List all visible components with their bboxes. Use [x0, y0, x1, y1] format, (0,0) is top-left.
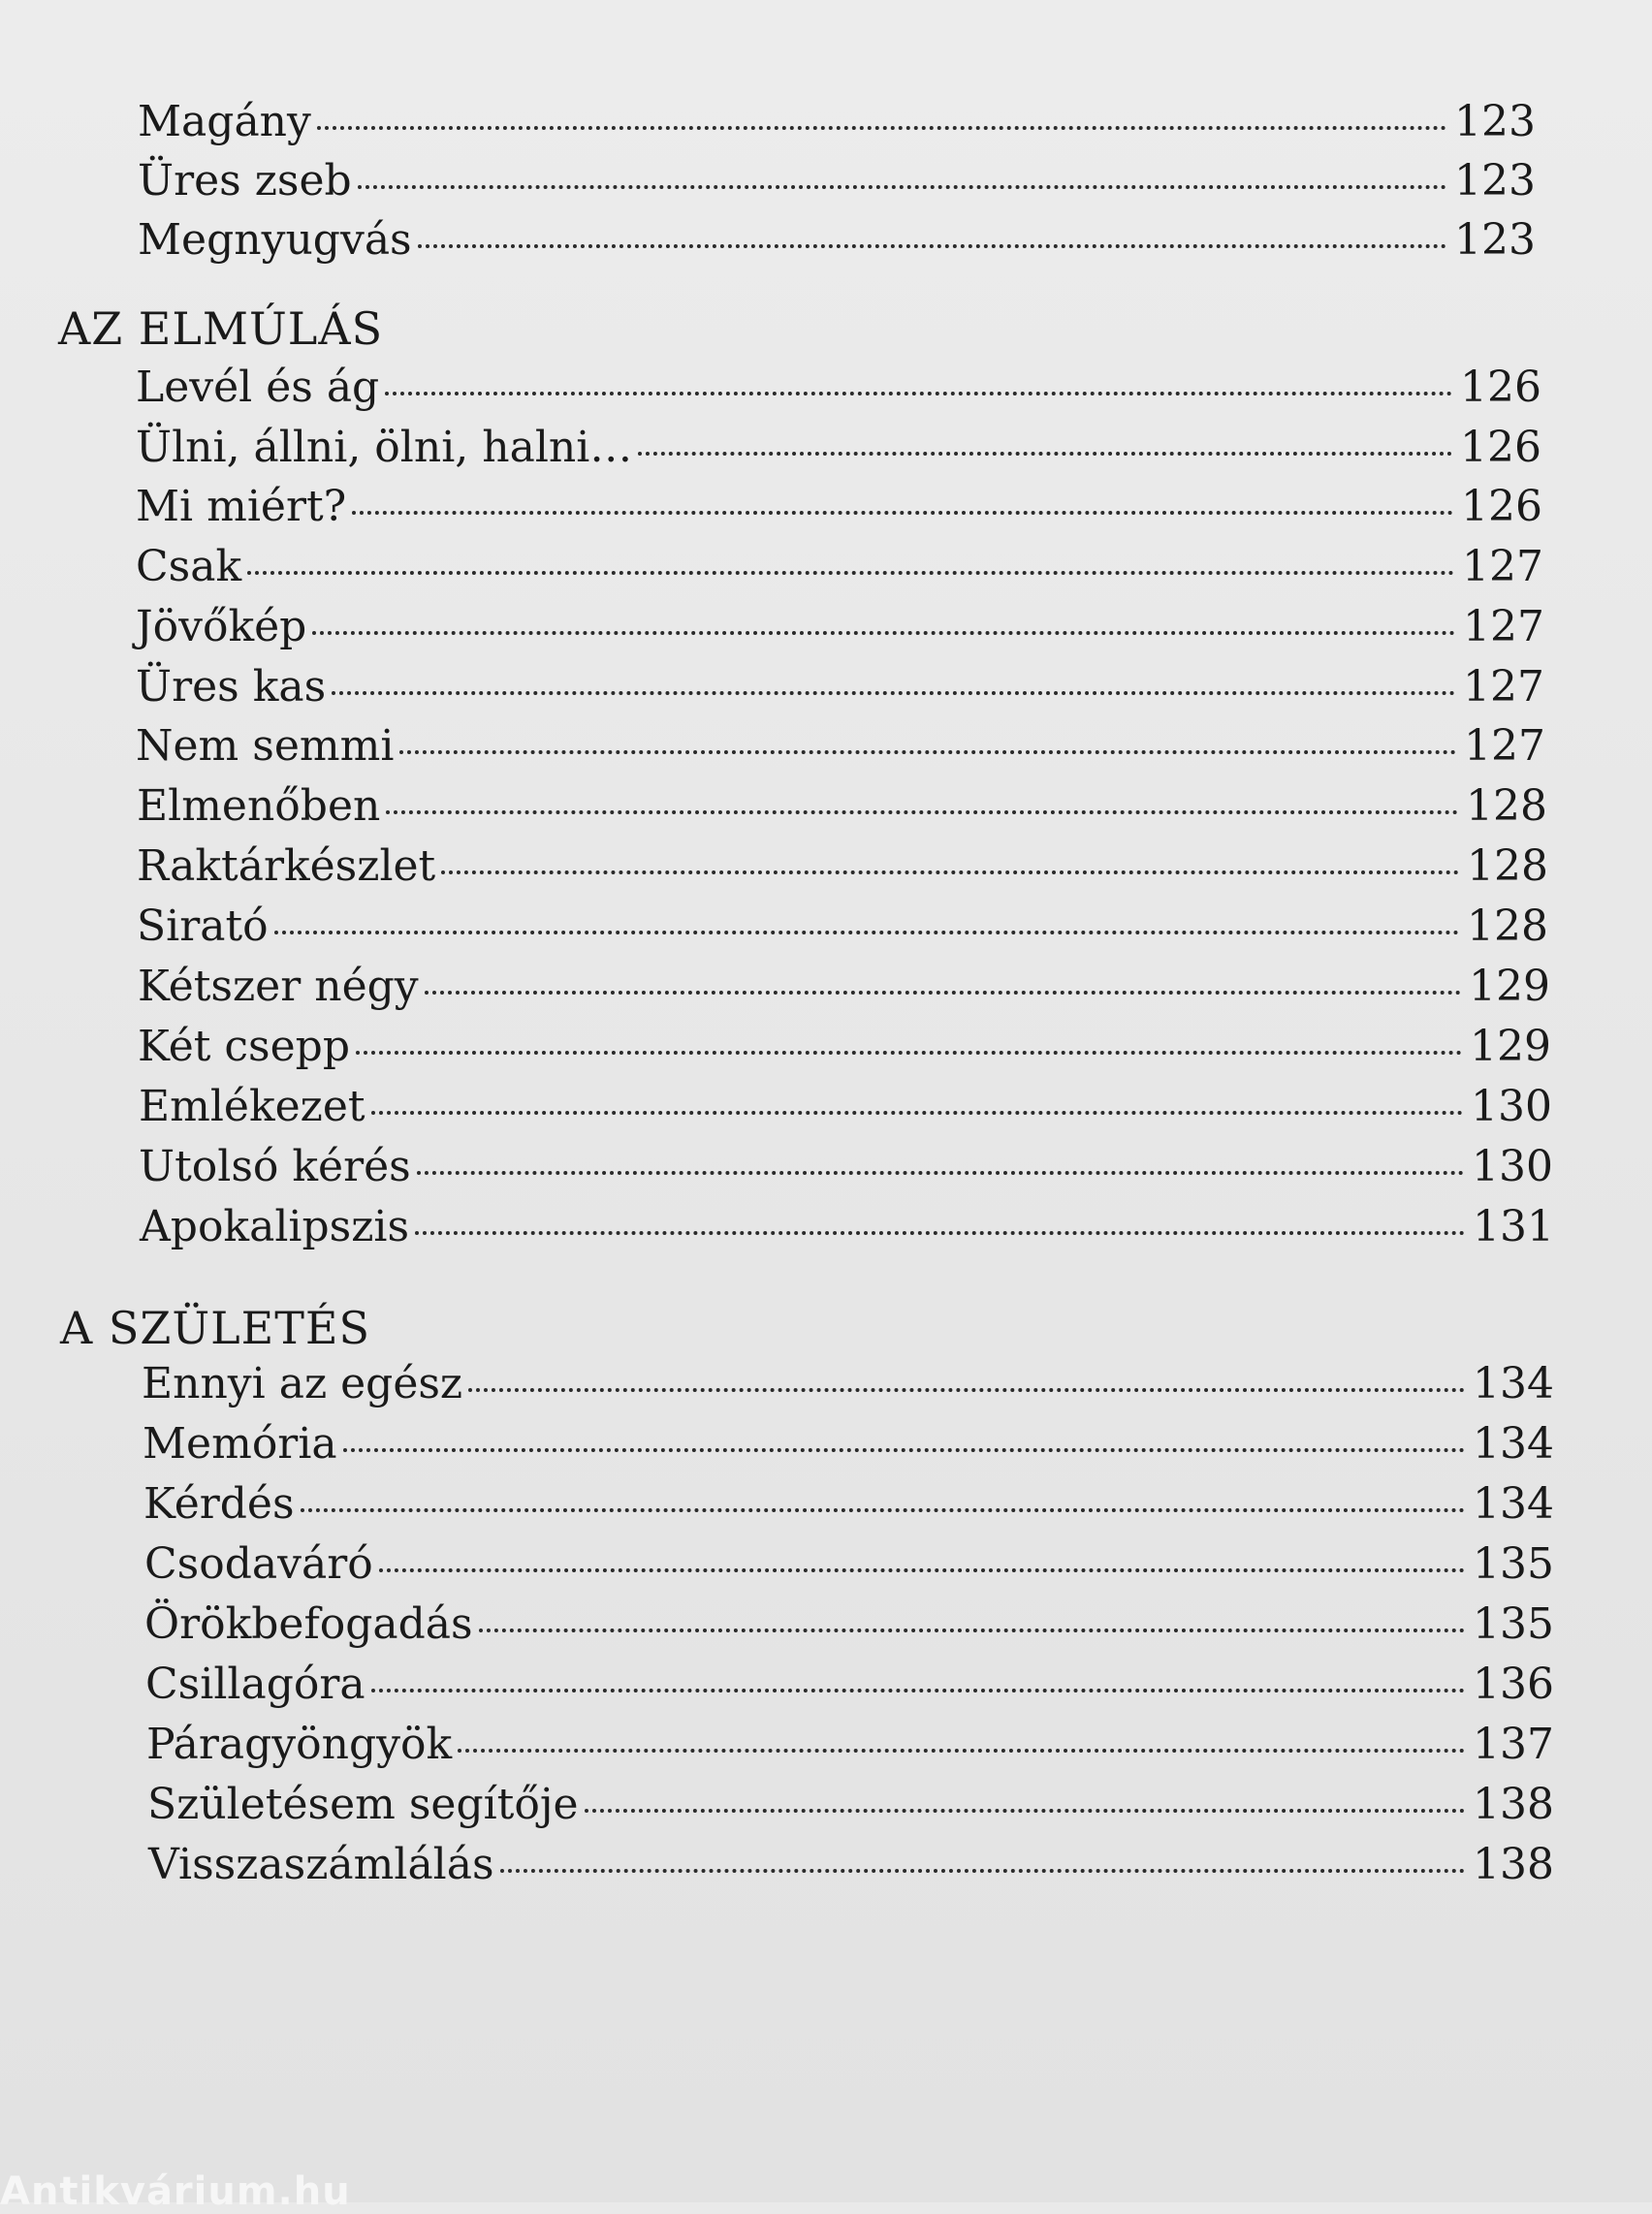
- toc-entry-page: 126: [1460, 363, 1541, 412]
- dot-leader: [371, 1689, 1465, 1692]
- dot-leader: [479, 1629, 1465, 1632]
- toc-entry-megnyugvas: [138, 215, 1536, 265]
- toc-entry-page: 135: [1473, 1599, 1554, 1649]
- toc-entry: [138, 1022, 1551, 1071]
- toc-entry-title: Levél és ág: [136, 363, 380, 412]
- toc-entry-title: Sirató: [137, 901, 269, 951]
- toc-entry-title: Ennyi az egész: [142, 1359, 463, 1408]
- toc-entry: [137, 781, 1547, 831]
- toc-entry-page: 131: [1473, 1202, 1554, 1251]
- toc-entry-page: 123: [1454, 215, 1536, 265]
- toc-entry: [136, 721, 1545, 771]
- toc-entry-title: Kérdés: [143, 1479, 295, 1529]
- toc-entry: [137, 841, 1548, 891]
- toc-entry-title: Jövőkép: [136, 602, 307, 651]
- toc-entry: [137, 901, 1548, 951]
- section-heading-az-elmulas: AZ ELMÚLÁS: [58, 302, 384, 355]
- toc-entry-page: 135: [1473, 1539, 1554, 1589]
- toc-entry: [147, 1780, 1554, 1829]
- dot-leader: [332, 691, 1455, 695]
- toc-entry: [146, 1720, 1554, 1769]
- toc-entry-page: 138: [1473, 1840, 1554, 1889]
- toc-entry-magany: [138, 97, 1536, 146]
- toc-entry-title: Kétszer négy: [138, 962, 419, 1011]
- dot-leader: [274, 931, 1459, 934]
- toc-entry: [142, 1359, 1554, 1408]
- toc-entry: [148, 1840, 1554, 1889]
- toc-entry-title: Születésem segítője: [147, 1780, 579, 1829]
- dot-leader: [371, 1111, 1463, 1115]
- toc-entry: [136, 662, 1544, 712]
- toc-entry-title: Nem semmi: [136, 721, 395, 771]
- toc-entry: [139, 1082, 1552, 1131]
- toc-entry-title: Utolsó kérés: [139, 1142, 411, 1191]
- toc-entry: [140, 1202, 1554, 1251]
- toc-entry-title: Raktárkészlet: [137, 841, 436, 891]
- dot-leader: [343, 1448, 1465, 1452]
- toc-entry-page: 134: [1473, 1479, 1554, 1529]
- toc-entry-ures-zseb: [138, 156, 1536, 206]
- toc-entry: [145, 1660, 1554, 1709]
- section-heading-a-szuletes: A SZÜLETÉS: [60, 1302, 370, 1354]
- toc-entry: [138, 962, 1550, 1011]
- toc-entry: [136, 602, 1544, 651]
- toc-entry: [143, 1419, 1554, 1469]
- dot-leader: [417, 1171, 1464, 1175]
- toc-entry-page: 129: [1470, 1022, 1551, 1071]
- toc-entry-title: Elmenőben: [137, 781, 381, 831]
- toc-entry-title: Memória: [143, 1419, 337, 1469]
- toc-entry-title: Ülni, állni, ölni, halni…: [136, 423, 633, 472]
- toc-entry-title: Üres zseb: [138, 156, 352, 206]
- toc-entry-page: 134: [1473, 1359, 1554, 1408]
- dot-leader: [585, 1809, 1465, 1813]
- dot-leader: [247, 571, 1454, 575]
- toc-entry-title: Csak: [136, 542, 242, 591]
- toc-entry: [139, 1142, 1553, 1191]
- toc-entry-page: 130: [1471, 1082, 1552, 1131]
- dot-leader: [415, 1231, 1465, 1235]
- toc-entry: [136, 363, 1541, 412]
- toc-entry-page: 138: [1473, 1780, 1554, 1829]
- dot-leader: [468, 1388, 1465, 1392]
- toc-entry-title: Visszaszámlálás: [148, 1840, 494, 1889]
- toc-entry-title: Örökbefogadás: [144, 1599, 473, 1649]
- toc-entry-title: Két csepp: [138, 1022, 350, 1071]
- toc-entry: [144, 1599, 1554, 1649]
- toc-entry-title: Megnyugvás: [138, 215, 412, 265]
- toc-entry-title: Üres kas: [136, 662, 327, 712]
- dot-leader: [399, 750, 1456, 754]
- toc-entry-page: 134: [1473, 1419, 1554, 1469]
- toc-entry: [136, 542, 1543, 591]
- toc-entry-page: 129: [1469, 962, 1550, 1011]
- dot-leader: [418, 244, 1446, 248]
- dot-leader: [385, 392, 1452, 395]
- toc-entry-page: 127: [1462, 542, 1543, 591]
- dot-leader: [458, 1749, 1465, 1753]
- dot-leader: [379, 1568, 1465, 1572]
- toc-entry-page: 128: [1467, 841, 1548, 891]
- dot-leader: [317, 126, 1446, 130]
- toc-entry-title: Magány: [138, 97, 311, 146]
- toc-entry-title: Csodaváró: [144, 1539, 373, 1589]
- dot-leader: [358, 185, 1446, 189]
- toc-entry-page: 126: [1461, 482, 1542, 531]
- dot-leader: [500, 1869, 1465, 1873]
- toc-entry-title: Apokalipszis: [140, 1202, 410, 1251]
- toc-entry-page: 130: [1472, 1142, 1553, 1191]
- toc-entry-page: 137: [1473, 1720, 1554, 1769]
- dot-leader: [386, 810, 1458, 814]
- toc-entry-page: 128: [1466, 781, 1547, 831]
- dot-leader: [301, 1508, 1465, 1512]
- toc-entry-title: Mi miért?: [136, 482, 347, 531]
- dot-leader: [312, 631, 1455, 635]
- toc-entry: [136, 482, 1542, 531]
- dot-leader: [441, 870, 1459, 874]
- toc-entry-page: 127: [1463, 662, 1544, 712]
- toc-entry: [143, 1479, 1554, 1529]
- toc-entry-page: 136: [1473, 1660, 1554, 1709]
- toc-entry: [144, 1539, 1554, 1589]
- toc-entry-page: 123: [1454, 97, 1536, 146]
- toc-entry-page: 128: [1467, 901, 1548, 951]
- dot-leader: [425, 991, 1461, 995]
- toc-entry-page: 126: [1460, 423, 1541, 472]
- watermark-text: Antikvárium.hu: [0, 2169, 351, 2214]
- toc-entry-page: 123: [1454, 156, 1536, 206]
- toc-entry: [136, 423, 1541, 472]
- dot-leader: [638, 452, 1452, 456]
- toc-entry-title: Emlékezet: [139, 1082, 365, 1131]
- toc-entry-page: 127: [1464, 721, 1545, 771]
- dot-leader: [356, 1051, 1462, 1055]
- toc-entry-title: Páragyöngyök: [146, 1720, 453, 1769]
- toc-entry-page: 127: [1463, 602, 1544, 651]
- dot-leader: [352, 511, 1453, 515]
- toc-entry-title: Csillagóra: [145, 1660, 365, 1709]
